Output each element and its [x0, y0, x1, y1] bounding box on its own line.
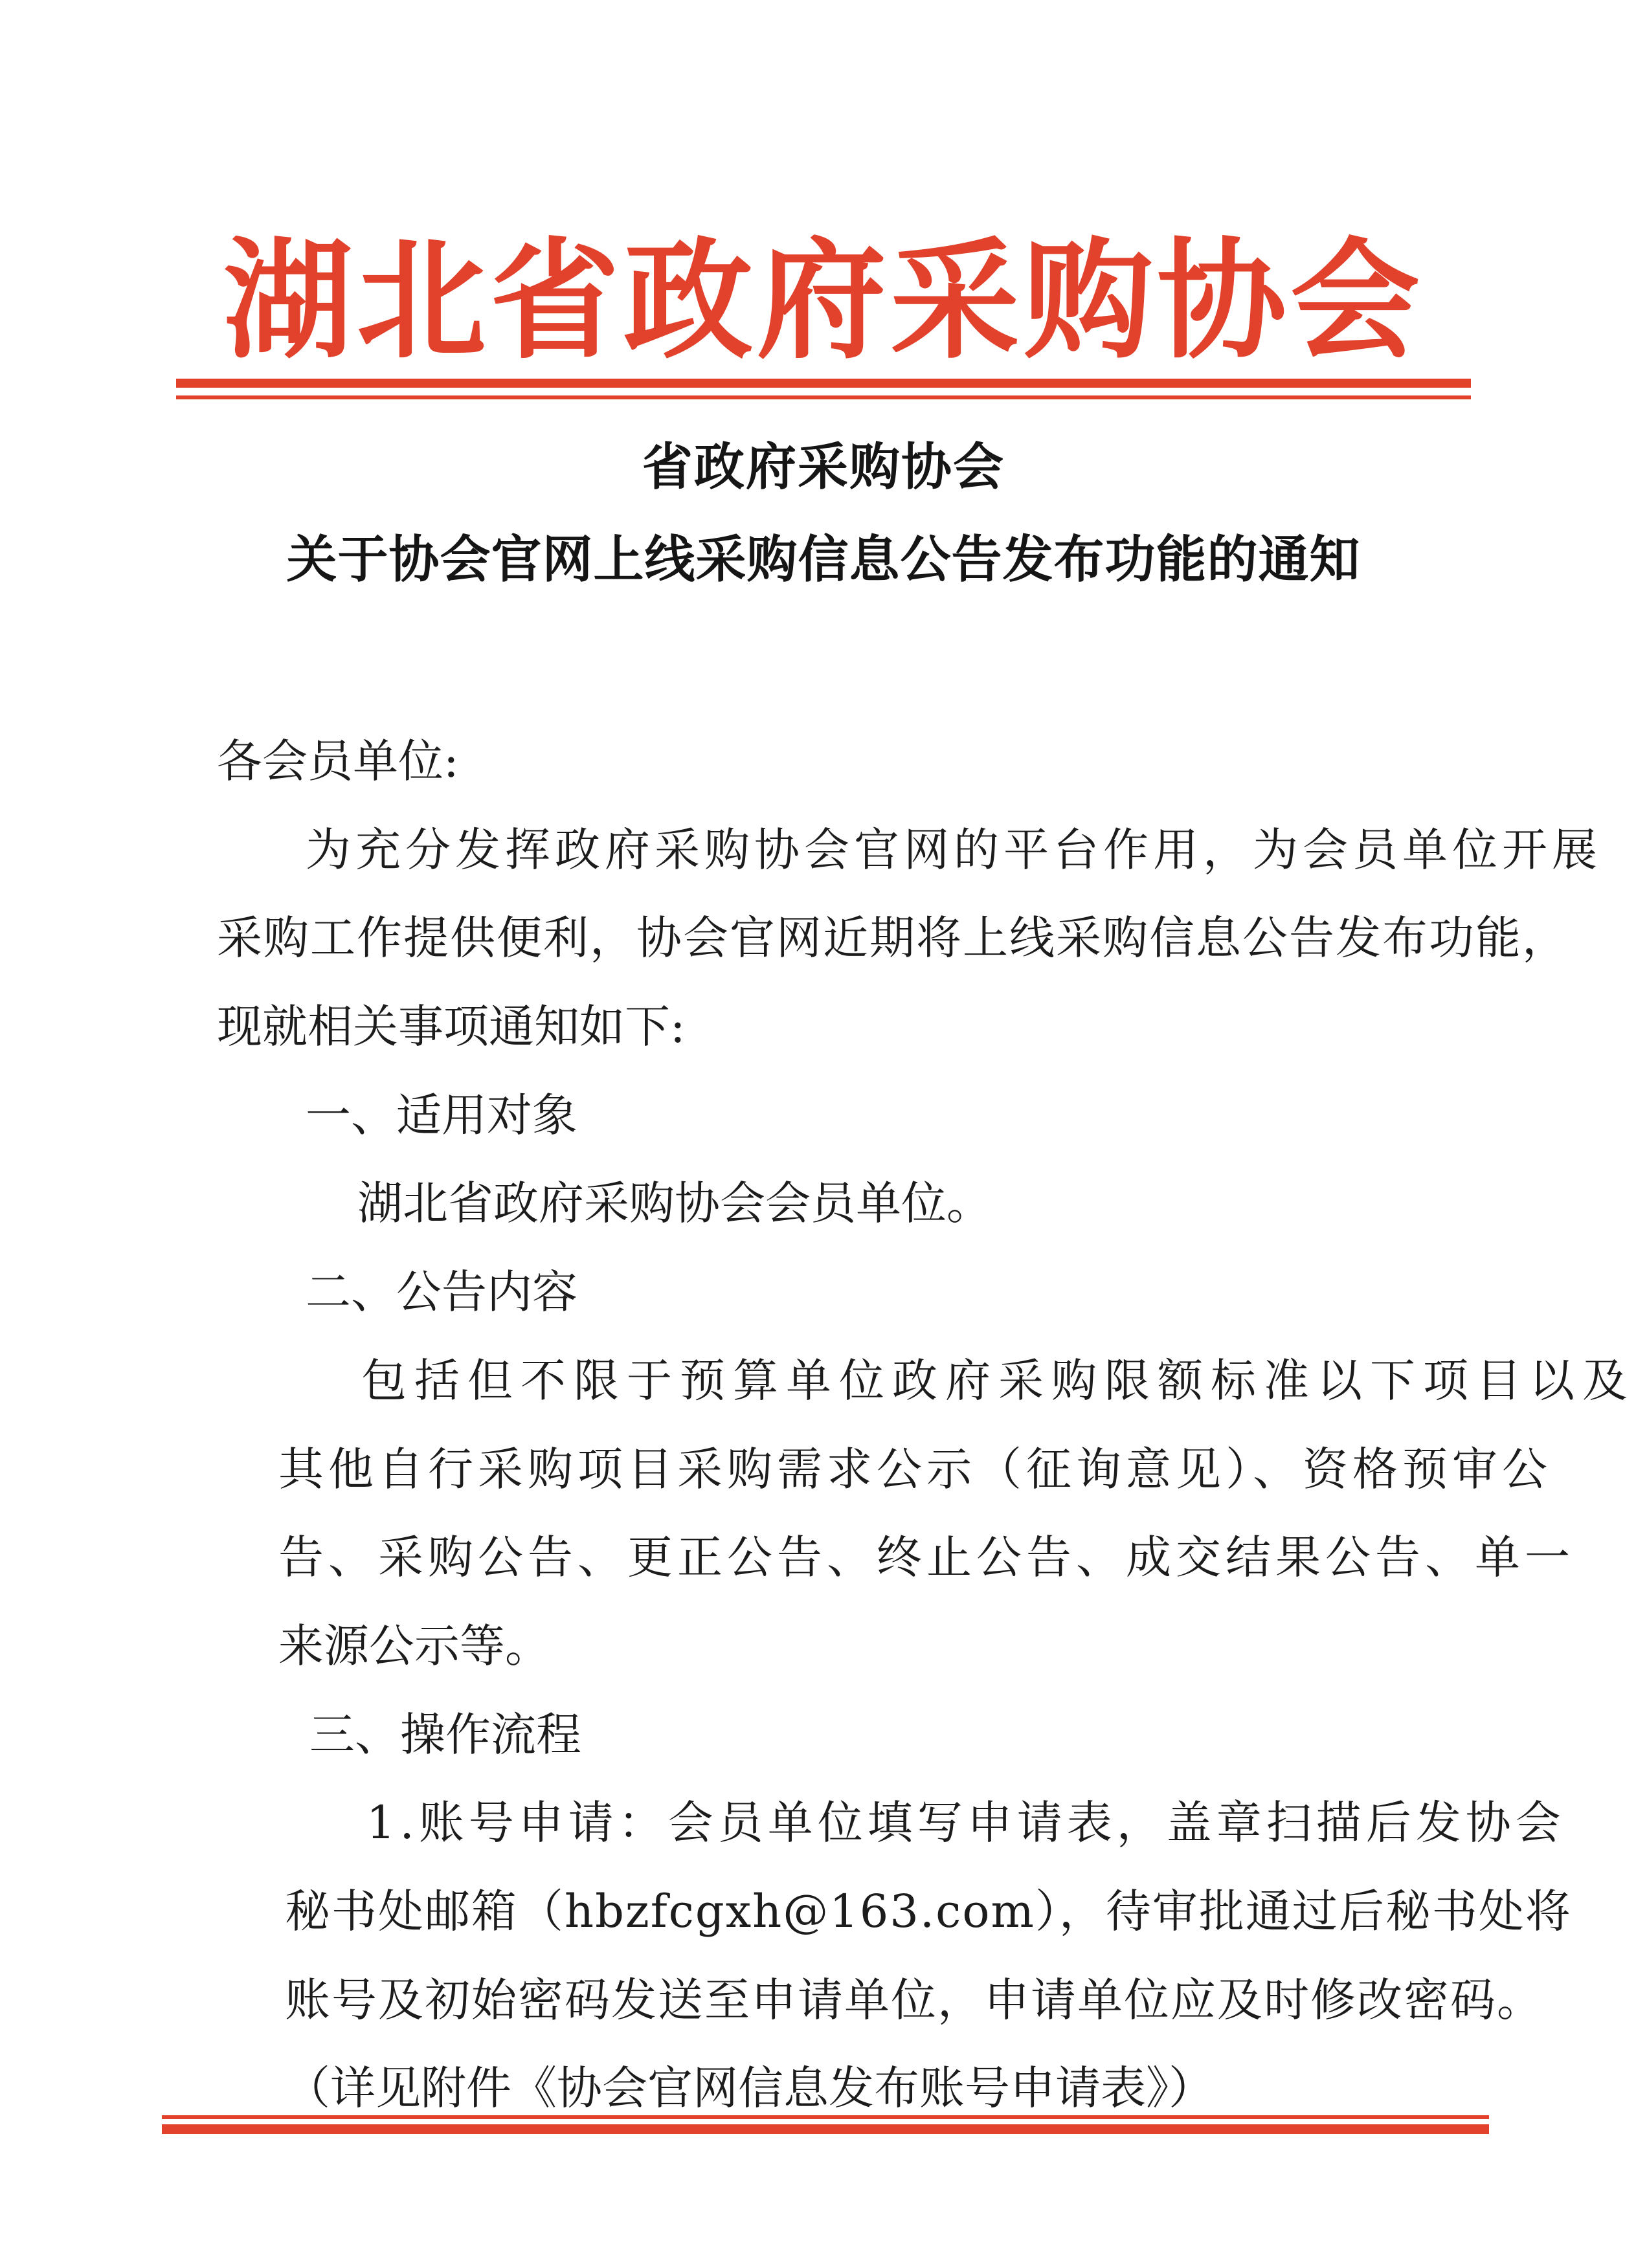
intro-line-3: 现就相关事项通知如下:	[217, 1000, 686, 1053]
letterhead-org-name: 湖北省政府采购协会	[223, 225, 1424, 377]
section1-text: 湖北省政府采购协会会员单位。	[357, 1177, 992, 1230]
section3-line-1: 1.账号申请：会员单位填写申请表，盖章扫描后发协会	[366, 1796, 1565, 1849]
section1-heading: 一、适用对象	[306, 1089, 577, 1142]
section2-heading: 二、公告内容	[306, 1265, 577, 1318]
section3-line-3: 账号及初始密码发送至申请单位，申请单位应及时修改密码。	[285, 1973, 1543, 2027]
letterhead-rule-thin	[176, 395, 1471, 399]
section3-line-4: （详见附件《协会官网信息发布账号申请表》）	[285, 2062, 1214, 2115]
footer-rule-thin	[162, 2115, 1489, 2119]
document-title-line2: 关于协会官网上线采购信息公告发布功能的通知	[286, 530, 1361, 589]
section3-line-2: 秘书处邮箱（hbzfcgxh@163.com），待审批通过后秘书处将	[285, 1885, 1572, 1938]
intro-line-2: 采购工作提供便利，协会官网近期将上线采购信息公告发布功能，	[217, 911, 1569, 964]
salutation: 各会员单位:	[217, 735, 459, 788]
section3-heading: 三、操作流程	[309, 1708, 581, 1761]
section2-line-3: 告、采购公告、更正公告、终止公告、成交结果公告、单一	[278, 1531, 1574, 1584]
section2-line-2: 其他自行采购项目采购需求公示（征询意见）、资格预审公	[278, 1443, 1552, 1496]
intro-line-1: 为充分发挥政府采购协会官网的平台作用，为会员单位开展	[306, 823, 1602, 876]
footer-rule-thick	[162, 2124, 1489, 2134]
letterhead-rule-thick	[176, 379, 1471, 388]
section2-line-1: 包括但不限于预算单位政府采购限额标准以下项目以及	[361, 1354, 1635, 1407]
section2-line-4: 来源公示等。	[278, 1619, 550, 1673]
document-title-line1: 省政府采购协会	[642, 438, 1005, 496]
